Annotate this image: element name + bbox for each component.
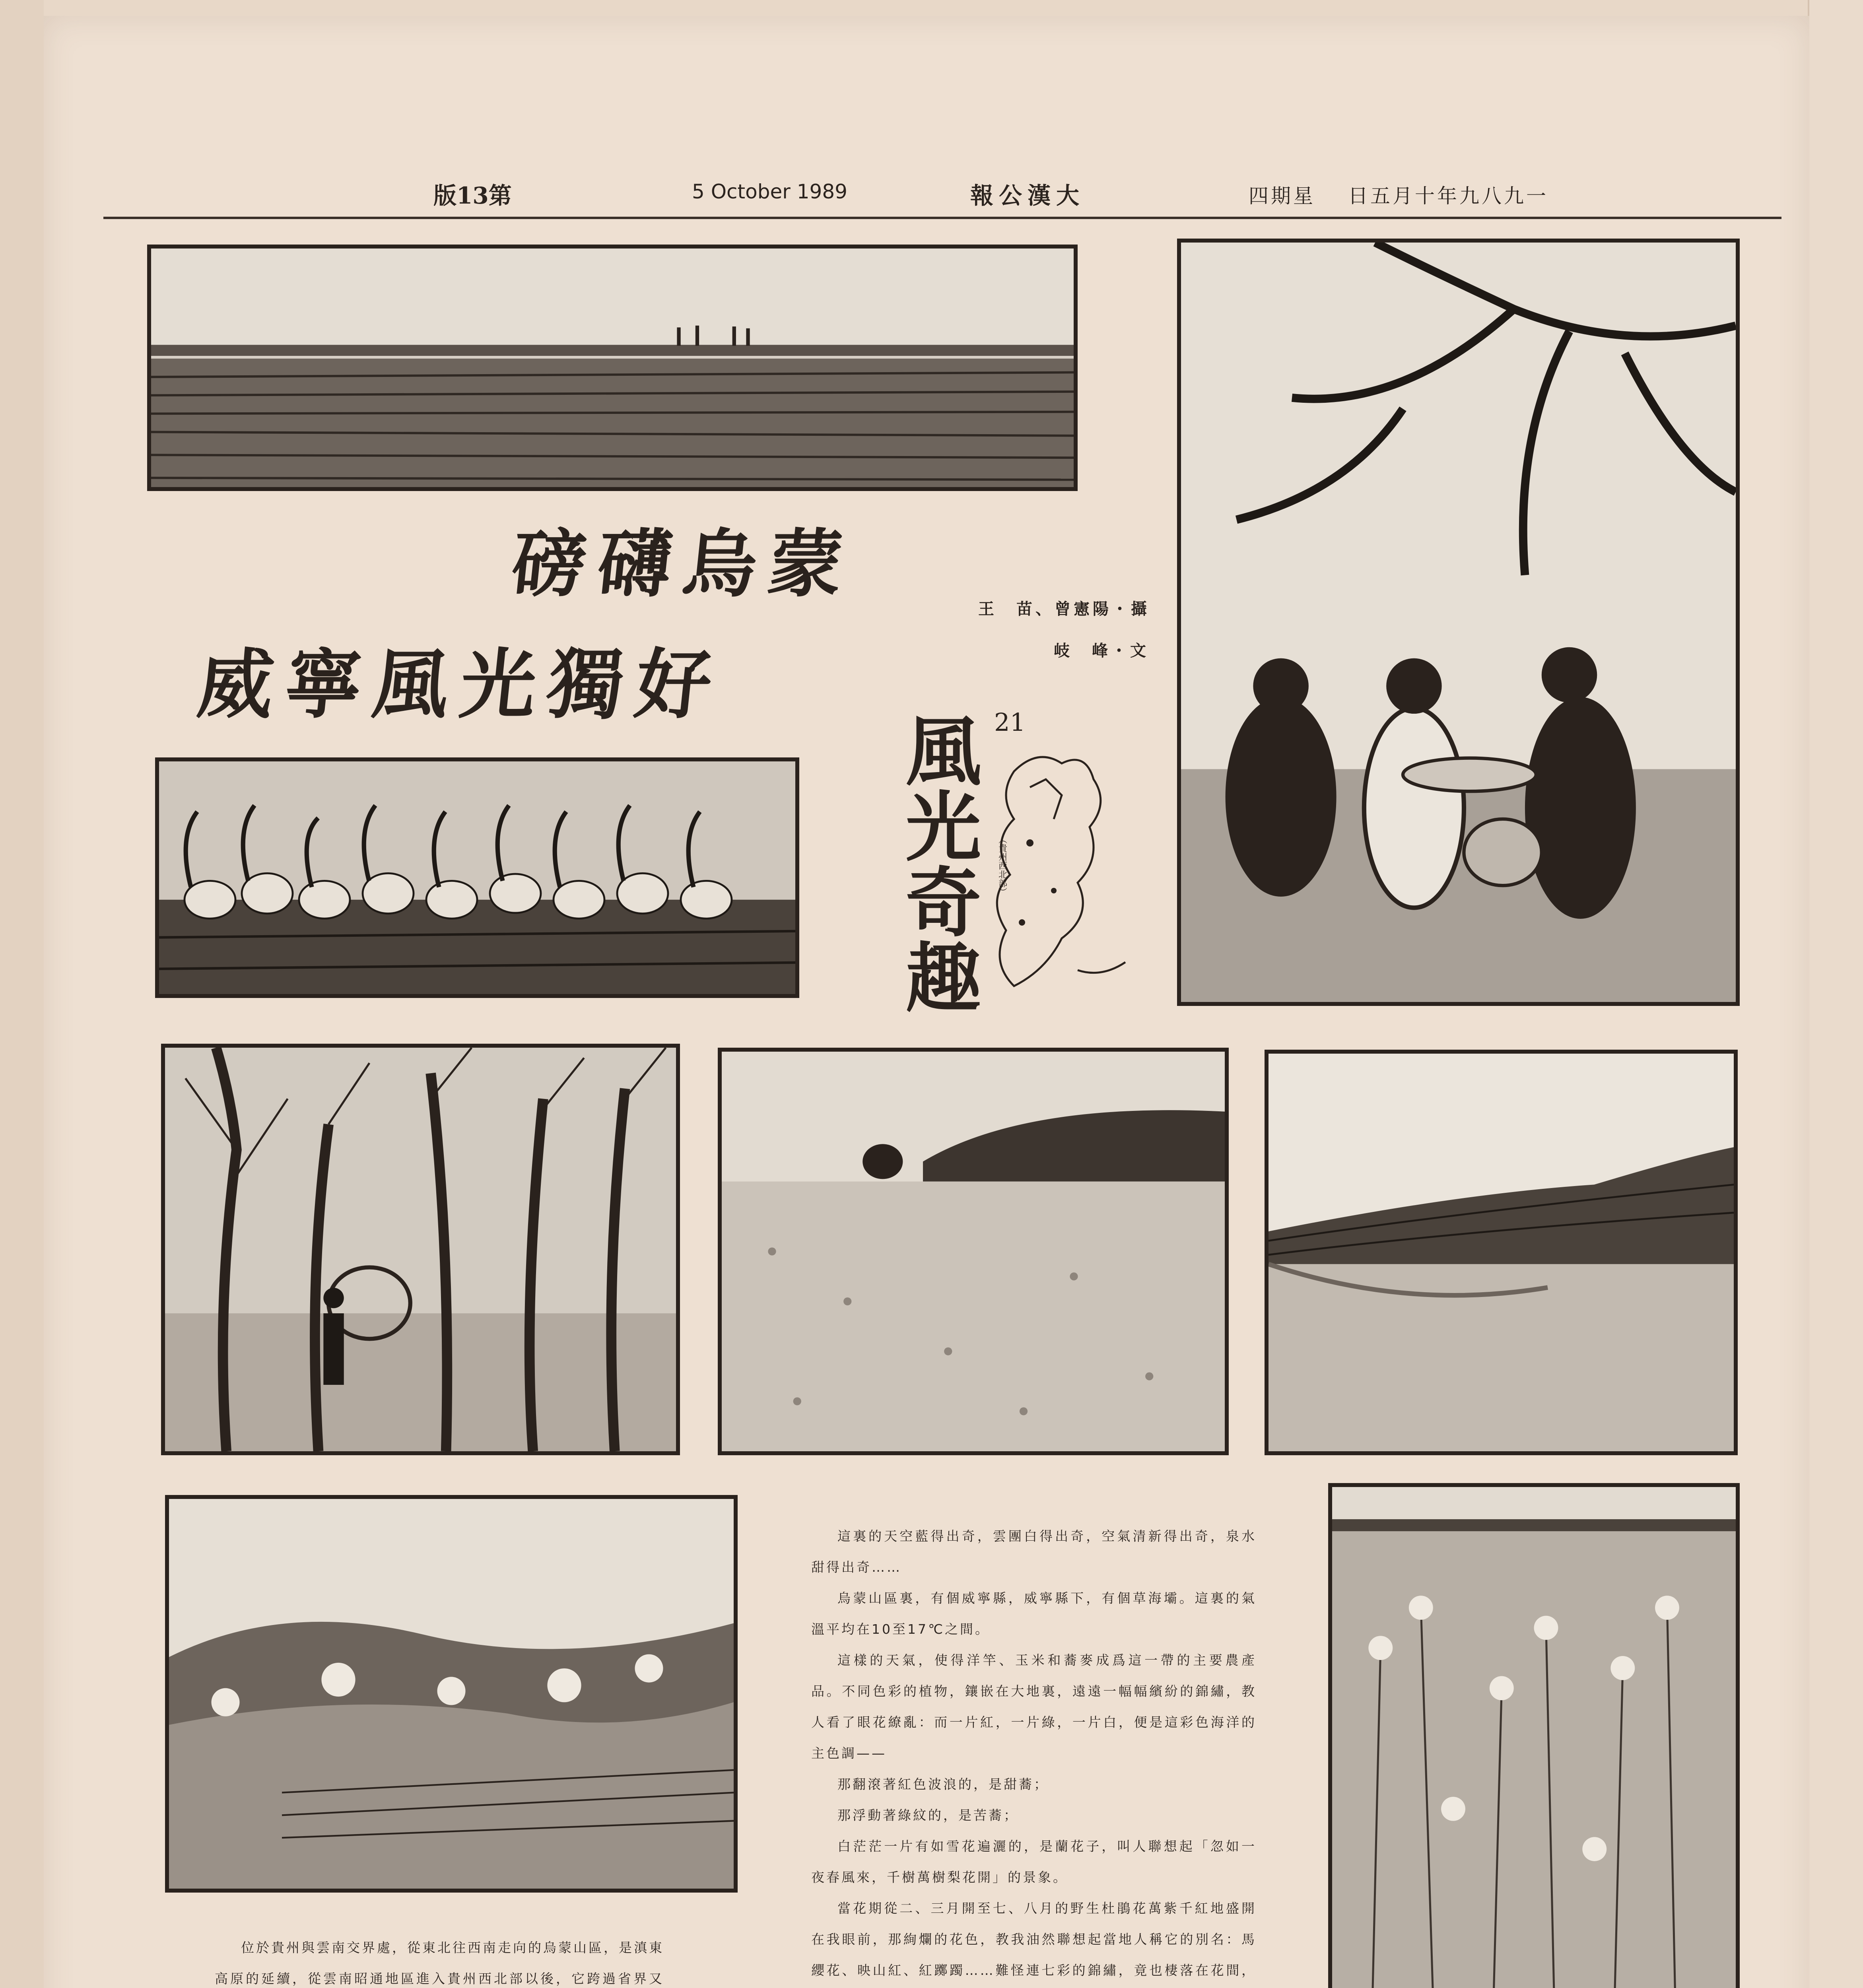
- masthead: [103, 177, 1559, 221]
- weekday: 四期星: [1249, 184, 1315, 208]
- terraced-hills-photo: [1265, 1050, 1738, 1455]
- article-body-left: [215, 1932, 664, 1988]
- flower-field-hill-photo: [718, 1048, 1229, 1455]
- three-women-photo: [1177, 239, 1740, 1006]
- date-english: 5 October 1989: [692, 180, 847, 203]
- cranes-photo: [155, 757, 799, 998]
- paragraph: 那浮動著綠紋的，是苦蕎；: [837, 1807, 1019, 1823]
- paragraph: 那翻滾著紅色波浪的，是甜蕎；: [837, 1776, 1049, 1792]
- left-page-edge: [0, 0, 44, 1988]
- paragraph: 當花期從二、三月開至七、八月的野生杜鵑花萬紫千紅地盛開在我眼前，那絢爛的花色，教我油然聯想起當地人稱它的別名：馬纓花、映山紅、紅躑躅……難怪連七彩的錦繡，竟也棲落在花間，: [811, 1901, 1257, 1978]
- page-number: 版13第: [433, 182, 512, 209]
- date-chinese: 日五月十年九八九一: [1348, 184, 1548, 208]
- paragraph: 位於貴州與雲南交界處，從東北往西南走向的烏蒙山區，是滇東高原的延續，從雲南昭通地區進入貴州西北部以後，它跨過省界又: [215, 1940, 664, 1986]
- paper-name: 報公漢大: [970, 182, 1085, 209]
- series-title: 風光奇趣: [893, 712, 982, 1014]
- right-page-edge: [1808, 0, 1863, 1988]
- article-body-center: [811, 1521, 1257, 1988]
- paragraph: 這樣的天氣，使得洋竿、玉米和蕎麥成爲這一帶的主要農產品。不同色彩的植物，鑲嵌在大地裏，遠遠一幅幅繽紛的錦繡，教人看了眼花繚亂：而一片紅，一片綠，一片白，便是這彩色海洋的主色調——: [811, 1652, 1257, 1761]
- paragraph: 這裏的天空藍得出奇，雲團白得出奇，空氣清新得出奇，泉水甜得出奇……: [811, 1528, 1257, 1575]
- map-illustration: [974, 740, 1141, 1026]
- map-caption: （貴州西北部）: [997, 835, 1007, 896]
- series-number: 21: [994, 708, 1026, 737]
- paragraph: 烏蒙山區裏，有個威寧縣，威寧縣下，有個草海壩。這裏的氣溫平均在10至17℃之間。: [811, 1590, 1257, 1637]
- paragraph: 白茫茫一片有如雪花遍灑的，是蘭花子，叫人聯想起「忽如一夜春風來，千樹萬樹梨花開」的景象。: [811, 1839, 1257, 1885]
- text-credit: 岐 峰・文: [1054, 642, 1149, 660]
- article-title-line2: 威寧風光獨好: [193, 640, 728, 729]
- lake-horizon-photo: [147, 245, 1078, 491]
- masthead-rule: [103, 217, 1781, 219]
- photo-credit: 王 苗、曾憲陽・攝: [978, 600, 1150, 618]
- woman-basket-trees-photo: [161, 1044, 680, 1455]
- article-title-line1: 磅礴烏蒙: [507, 520, 859, 607]
- valley-village-photo: [165, 1495, 738, 1893]
- wildflowers-photo: [1328, 1483, 1740, 1988]
